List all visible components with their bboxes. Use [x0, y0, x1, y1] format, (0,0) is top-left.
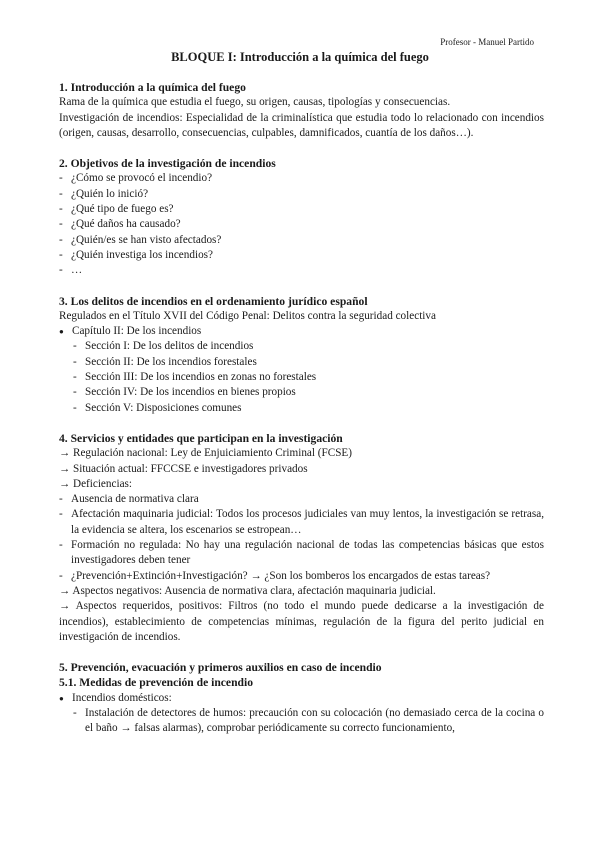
prevention-measures-list: [59, 706, 544, 737]
objectives-list: [59, 171, 544, 278]
deficiencies-list: [59, 492, 544, 584]
list-item: - Formación no regulada: No hay una regulación nacional de todas las competencias básicas que estos investigadores deben tener: [59, 538, 544, 569]
document-body: [59, 80, 544, 737]
list-item: - Sección I: De los delitos de incendios: [59, 339, 544, 354]
section-1-paragraph-2: Investigación de incendios: Especialidad de la criminalística que estudia todo lo relacionado con incendios (origen, causas, desarrollo, consecuencias, culpables, damnificados, cuantía de los daños…).: [59, 111, 544, 139]
chapter-list: [59, 324, 544, 339]
section-4-heading: 4. Servicios y entidades que participan en la investigación: [59, 431, 343, 445]
list-item: - ¿Prevención+Extinción+Investigación? → ¿Son los bomberos los encargados de estas tareas?: [59, 569, 544, 584]
list-item: - ¿Quién/es se han visto afectados?: [59, 233, 544, 248]
section-3-heading: 3. Los delitos de incendios en el ordenamiento jurídico español: [59, 294, 368, 308]
domestic-fires-list: [59, 691, 544, 706]
list-item: - ¿Cómo se provocó el incendio?: [59, 171, 544, 186]
list-item: - Ausencia de normativa clara: [59, 492, 544, 507]
list-item: - Afectación maquinaria judicial: Todos los procesos judiciales van muy lentos, la investigación se retrasa, la evidencia se altera, los escenarios se estropean…: [59, 507, 544, 538]
section-5-heading: 5. Prevención, evacuación y primeros auxilios en caso de incendio: [59, 661, 382, 675]
list-item: - Sección IV: De los incendios en bienes propios: [59, 385, 544, 400]
list-item: ● Incendios domésticos:: [59, 691, 544, 706]
section-4-line-2: → Situación actual: FFCCSE e investigadores privados: [59, 462, 308, 475]
section-4-line-1: → Regulación nacional: Ley de Enjuiciamiento Criminal (FCSE): [59, 447, 352, 460]
section-2-heading: 2. Objetivos de la investigación de incendios: [59, 157, 276, 171]
list-item: ● Capítulo II: De los incendios: [59, 324, 544, 339]
section-4-line-5: → Aspectos requeridos, positivos: Filtros (no todo el mundo puede dedicarse a la investigación de incendios), establecimiento de competencias mínimas, regulación de la figura del perito judicial en investigación de incendios.: [59, 600, 544, 643]
list-item: - ¿Qué tipo de fuego es?: [59, 202, 544, 217]
list-item: - ¿Quién investiga los incendios?: [59, 248, 544, 263]
page-title: BLOQUE I: Introducción a la química del fuego: [171, 50, 429, 64]
section-1-paragraph-1: Rama de la química que estudia el fuego, su origen, causas, tipologías y consecuencias.: [59, 96, 451, 109]
list-item: - Sección V: Disposiciones comunes: [59, 401, 544, 416]
list-item: - …: [59, 263, 544, 278]
section-4-line-3: → Deficiencias:: [59, 477, 132, 490]
list-item: - ¿Quién lo inició?: [59, 187, 544, 202]
list-item: - Sección III: De los incendios en zonas no forestales: [59, 370, 544, 385]
list-item: - ¿Qué daños ha causado?: [59, 217, 544, 232]
section-4-line-4: → Aspectos negativos: Ausencia de normativa clara, afectación maquinaria judicial.: [59, 584, 436, 597]
section-1-heading: 1. Introducción a la química del fuego: [59, 81, 246, 94]
section-5-1-heading: 5.1. Medidas de prevención de incendio: [59, 676, 253, 690]
author-header: Profesor - Manuel Partido: [440, 37, 534, 47]
sections-list: [59, 339, 544, 415]
section-3-intro: Regulados en el Título XVII del Código Penal: Delitos contra la seguridad colectiva: [59, 309, 436, 322]
list-item: - Instalación de detectores de humos: precaución con su colocación (no demasiado cerca de la cocina o el baño → falsas alarmas), comprobar periódicamente su correcto funcionamiento,: [59, 706, 544, 737]
list-item: - Sección II: De los incendios forestales: [59, 355, 544, 370]
